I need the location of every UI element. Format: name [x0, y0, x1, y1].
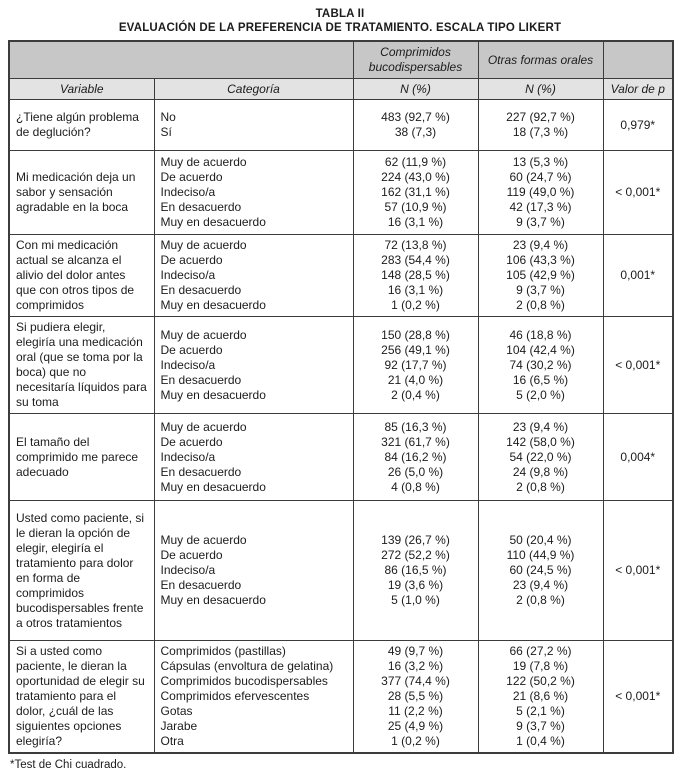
- count-line: 1 (0,4 %): [516, 734, 565, 748]
- category-cell: [154, 501, 353, 641]
- count-line: 23 (9,4 %): [512, 578, 569, 592]
- count-line: 105 (42,9 %): [506, 268, 575, 282]
- count-line: 50 (20,4 %): [509, 533, 572, 547]
- count-line: 2 (0,4 %): [391, 387, 440, 402]
- count-line: 16 (3,1 %): [387, 283, 444, 297]
- table-row: [9, 641, 673, 754]
- category-line: Comprimidos efervescentes: [160, 689, 310, 703]
- column-header-row: [9, 79, 673, 100]
- count-line: 26 (5,0 %): [387, 464, 444, 479]
- count-line: 9 (3,7 %): [516, 283, 565, 297]
- variable-cell: Si pudiera elegir, elegiría una medicación oral (que se toma por la boca) que no necesitaría líquidos para su toma: [9, 317, 154, 414]
- category-line: Indeciso/a: [160, 268, 216, 282]
- count-line: 162 (31,1 %): [381, 185, 450, 199]
- category-line: De acuerdo: [160, 434, 223, 449]
- table-row: [9, 235, 673, 317]
- count-line: 19 (3,6 %): [387, 578, 444, 592]
- p-value-cell: < 0,001*: [603, 641, 673, 754]
- table-body: [9, 100, 673, 754]
- category-line: Muy de acuerdo: [160, 238, 247, 252]
- table-row: [9, 501, 673, 641]
- count-line: 23 (9,4 %): [512, 419, 569, 434]
- count-line: 16 (6,5 %): [512, 372, 569, 387]
- count-line: 4 (0,8 %): [391, 479, 440, 494]
- count-line: 38 (7,3): [394, 125, 437, 139]
- p-value-cell: 0,979*: [603, 100, 673, 151]
- count-line: 150 (28,8 %): [381, 327, 450, 342]
- table-number: TABLA II: [315, 8, 365, 20]
- variable-cell: ¿Tiene algún problema de deglución?: [9, 100, 154, 151]
- count-line: 9 (3,7 %): [516, 719, 565, 733]
- table-subtitle: EVALUACIÓN DE LA PREFERENCIA DE TRATAMIENTO. ESCALA TIPO LIKERT: [118, 22, 562, 34]
- group-header-empty-p: [603, 41, 673, 79]
- count-line: 24 (9,8 %): [512, 464, 569, 479]
- variable-cell: Si a usted como paciente, le dieran la oportunidad de elegir su tratamiento para el dolor, ¿cuál de las siguientes opciones elegiría?: [9, 641, 154, 754]
- p-value-cell: < 0,001*: [603, 317, 673, 414]
- count-line: 66 (27,2 %): [509, 644, 572, 658]
- count-line: 21 (4,0 %): [387, 372, 444, 387]
- category-line: En desacuerdo: [160, 200, 242, 214]
- count-line: 272 (52,2 %): [381, 548, 450, 562]
- count-cell-otras-formas: [478, 151, 603, 235]
- table-title-block: [8, 7, 672, 35]
- count-cell-bucodispersables: [353, 641, 478, 754]
- count-cell-bucodispersables: [353, 151, 478, 235]
- group-header-row: [9, 41, 673, 79]
- count-line: 42 (17,3 %): [509, 200, 572, 214]
- category-line: Muy de acuerdo: [160, 155, 247, 169]
- category-line: Muy en desacuerdo: [160, 479, 266, 494]
- count-line: 9 (3,7 %): [516, 215, 565, 229]
- count-line: 86 (16,5 %): [384, 563, 447, 577]
- category-cell: [154, 235, 353, 317]
- category-line: Muy de acuerdo: [160, 533, 247, 547]
- category-cell: [154, 317, 353, 414]
- count-line: 139 (26,7 %): [381, 533, 450, 547]
- category-line: Muy en desacuerdo: [160, 593, 266, 607]
- p-value-cell: < 0,001*: [603, 151, 673, 235]
- category-line: De acuerdo: [160, 170, 223, 184]
- count-line: 21 (8,6 %): [512, 689, 569, 703]
- variable-cell: Usted como paciente, si le dieran la opción de elegir, elegiría el tratamiento para dolor en forma de comprimidos bucodispersables frente a otros tratamientos: [9, 501, 154, 641]
- group-header-otras-formas: Otras formas orales: [478, 41, 603, 79]
- count-line: 2 (0,8 %): [516, 479, 565, 494]
- category-line: Indeciso/a: [160, 563, 216, 577]
- variable-cell: Con mi medicación actual se alcanza el alivio del dolor antes que con otros tipos de comprimidos: [9, 235, 154, 317]
- count-line: 2 (0,8 %): [516, 593, 565, 607]
- count-cell-bucodispersables: [353, 501, 478, 641]
- count-line: 227 (92,7 %): [506, 110, 575, 124]
- count-line: 1 (0,2 %): [391, 298, 440, 312]
- count-line: 92 (17,7 %): [384, 357, 447, 372]
- category-line: Muy de acuerdo: [160, 419, 247, 434]
- category-line: De acuerdo: [160, 253, 223, 267]
- count-cell-bucodispersables: [353, 235, 478, 317]
- category-line: Gotas: [160, 704, 193, 718]
- column-header-valor-p: Valor de p: [603, 79, 673, 100]
- group-header-bucodispersables: Comprimidos bucodispersables: [353, 41, 478, 79]
- count-line: 62 (11,9 %): [384, 155, 447, 169]
- count-line: 224 (43,0 %): [381, 170, 450, 184]
- count-line: 321 (61,7 %): [381, 434, 450, 449]
- count-line: 148 (28,5 %): [381, 268, 450, 282]
- count-line: 11 (2,2 %): [388, 704, 443, 718]
- category-line: En desacuerdo: [160, 372, 242, 387]
- group-header-empty: [9, 41, 353, 79]
- count-cell-otras-formas: [478, 414, 603, 501]
- count-line: 23 (9,4 %): [512, 238, 569, 252]
- count-line: 104 (42,4 %): [506, 342, 575, 357]
- variable-cell: Mi medicación deja un sabor y sensación agradable en la boca: [9, 151, 154, 235]
- count-line: 16 (3,1 %): [387, 215, 444, 229]
- count-line: 25 (4,9 %): [387, 719, 444, 733]
- category-cell: [154, 641, 353, 754]
- count-line: 16 (3,2 %): [387, 659, 444, 673]
- count-cell-bucodispersables: [353, 317, 478, 414]
- count-line: 60 (24,7 %): [509, 170, 572, 184]
- count-line: 256 (49,1 %): [381, 342, 450, 357]
- count-line: 283 (54,4 %): [381, 253, 450, 267]
- table-header: [9, 41, 673, 100]
- count-line: 122 (50,2 %): [506, 674, 575, 688]
- count-line: 5 (2,1 %): [516, 704, 565, 718]
- category-line: En desacuerdo: [160, 578, 242, 592]
- count-cell-otras-formas: [478, 100, 603, 151]
- count-line: 142 (58,0 %): [506, 434, 575, 449]
- category-line: Muy en desacuerdo: [160, 298, 266, 312]
- count-line: 483 (92,7 %): [381, 110, 450, 124]
- category-line: De acuerdo: [160, 342, 223, 357]
- count-line: 119 (49,0 %): [506, 185, 575, 199]
- count-cell-bucodispersables: [353, 414, 478, 501]
- count-line: 5 (1,0 %): [391, 593, 440, 607]
- column-header-n2: N (%): [478, 79, 603, 100]
- category-line: Comprimidos (pastillas): [160, 644, 286, 658]
- table-row: [9, 414, 673, 501]
- count-line: 13 (5,3 %): [512, 155, 569, 169]
- category-cell: [154, 414, 353, 501]
- count-line: 84 (16,2 %): [384, 449, 447, 464]
- count-line: 377 (74,4 %): [381, 674, 450, 688]
- count-line: 54 (22,0 %): [509, 449, 572, 464]
- count-line: 74 (30,2 %): [509, 357, 572, 372]
- count-line: 110 (44,9 %): [506, 548, 575, 562]
- category-line: Muy en desacuerdo: [160, 387, 266, 402]
- category-line: En desacuerdo: [160, 464, 242, 479]
- count-line: 49 (9,7 %): [387, 644, 444, 658]
- category-line: Sí: [160, 125, 172, 139]
- category-cell: [154, 151, 353, 235]
- category-line: Indeciso/a: [160, 449, 216, 464]
- category-line: Cápsulas (envoltura de gelatina): [160, 659, 334, 673]
- category-line: De acuerdo: [160, 548, 223, 562]
- count-line: 46 (18,8 %): [509, 327, 572, 342]
- count-line: 57 (10,9 %): [384, 200, 447, 214]
- count-line: 28 (5,5 %): [387, 689, 444, 703]
- column-header-categoria: Categoría: [154, 79, 353, 100]
- category-line: Muy en desacuerdo: [160, 215, 266, 229]
- table-footnote: *Test de Chi cuadrado.: [10, 759, 127, 771]
- p-value-cell: 0,001*: [603, 235, 673, 317]
- count-line: 60 (24,5 %): [509, 563, 572, 577]
- p-value-cell: 0,004*: [603, 414, 673, 501]
- variable-cell: El tamaño del comprimido me parece adecuado: [9, 414, 154, 501]
- column-header-n1: N (%): [353, 79, 478, 100]
- table-row: [9, 151, 673, 235]
- count-cell-otras-formas: [478, 317, 603, 414]
- count-line: 1 (0,2 %): [391, 734, 440, 748]
- count-line: 85 (16,3 %): [384, 419, 447, 434]
- column-header-variable: Variable: [9, 79, 154, 100]
- count-cell-otras-formas: [478, 235, 603, 317]
- p-value-cell: < 0,001*: [603, 501, 673, 641]
- count-cell-otras-formas: [478, 641, 603, 754]
- category-line: Indeciso/a: [160, 185, 216, 199]
- likert-table: [8, 40, 674, 754]
- count-line: 72 (13,8 %): [384, 238, 447, 252]
- count-line: 106 (43,3 %): [506, 253, 575, 267]
- category-line: Indeciso/a: [160, 357, 216, 372]
- category-line: Comprimidos bucodispersables: [160, 674, 328, 688]
- count-line: 18 (7,3 %): [512, 125, 569, 139]
- count-line: 5 (2,0 %): [516, 387, 565, 402]
- category-cell: [154, 100, 353, 151]
- table-row: [9, 100, 673, 151]
- category-line: Otra: [160, 734, 184, 748]
- count-line: 2 (0,8 %): [516, 298, 565, 312]
- count-cell-otras-formas: [478, 501, 603, 641]
- category-line: En desacuerdo: [160, 283, 242, 297]
- table-row: [9, 317, 673, 414]
- category-line: Jarabe: [160, 719, 198, 733]
- count-line: 19 (7,8 %): [512, 659, 569, 673]
- count-cell-bucodispersables: [353, 100, 478, 151]
- category-line: No: [160, 110, 176, 124]
- category-line: Muy de acuerdo: [160, 327, 247, 342]
